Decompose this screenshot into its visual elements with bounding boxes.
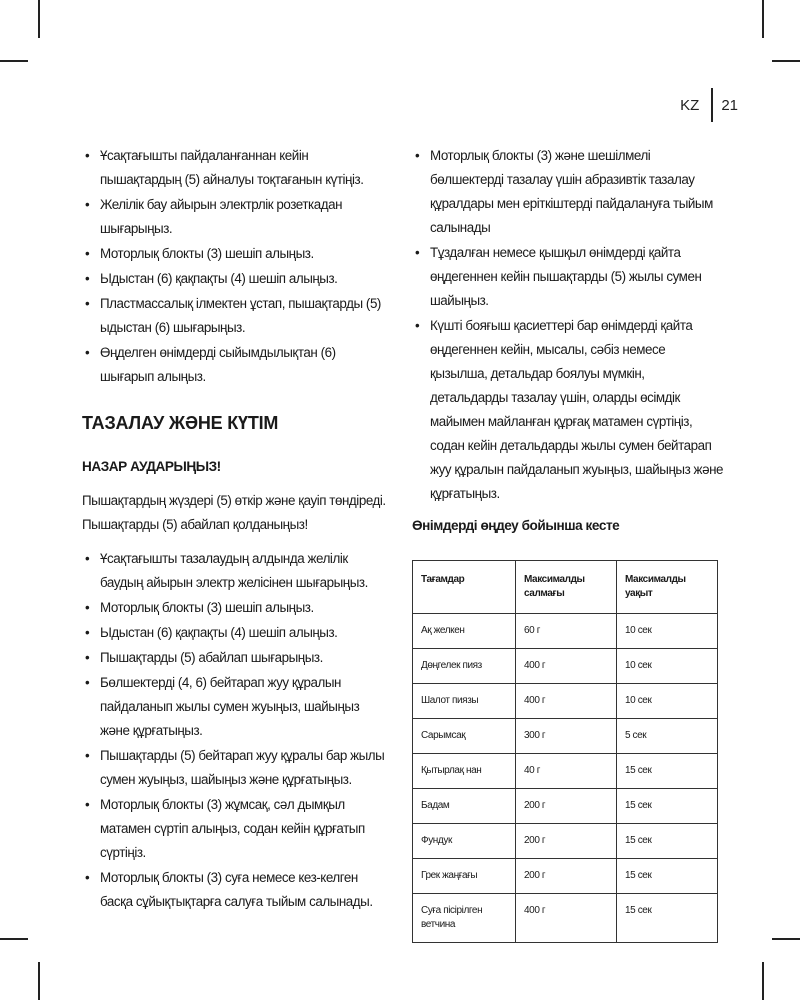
warning-title: НАЗАР АУДАРЫҢЫЗ! (82, 459, 221, 474)
cleaning-steps (82, 547, 390, 914)
crop-mark (38, 962, 40, 1000)
table-cell: 15 сек (617, 789, 718, 824)
table-cell: Қытырлақ нан (413, 754, 516, 789)
table-row (413, 719, 718, 754)
table-cell: Ақ желкен (413, 614, 516, 649)
table-cell: Сарымсақ (413, 719, 516, 754)
list-item: • Өңделген өнімдерді сыйымдылықтан (6) шығарып алыңыз. (82, 341, 390, 389)
left-column (82, 144, 390, 915)
table-row (413, 614, 718, 649)
crop-mark (0, 938, 28, 940)
list-item: • Бөлшектерді (4, 6) бейтарап жуу құралын пайдаланып жылы сумен жуыңыз, шайыңыз және құрғатыңыз. (82, 671, 390, 743)
table-cell: 10 сек (617, 614, 718, 649)
table-cell: 300 г (516, 719, 617, 754)
table-row (413, 754, 718, 789)
list-item: • Пышақтарды (5) абайлап шығарыңыз. (82, 646, 390, 670)
list-item: • Моторлық блокты (3) жұмсақ, сәл дымқыл матамен сүртіп алыңыз, содан кейін құрғатып сүртіңіз. (82, 793, 390, 865)
table-row (413, 824, 718, 859)
crop-mark (762, 0, 764, 38)
table-cell: Шалот пиязы (413, 684, 516, 719)
table-row (413, 649, 718, 684)
table-cell: Суға пісірілген ветчина (413, 894, 516, 943)
crop-mark (772, 60, 800, 62)
table-cell: 400 г (516, 684, 617, 719)
table-header-cell: Максималды салмағы (516, 561, 617, 614)
list-item: • Пышақтарды (5) бейтарап жуу құралы бар жылы сумен жуыңыз, шайыңыз және құрғатыңыз. (82, 744, 390, 792)
list-item: • Желілік бау айырын электрлік розеткадан шығарыңыз. (82, 193, 390, 241)
crop-mark (0, 60, 28, 62)
page-number: 21 (721, 96, 738, 114)
table-cell: 15 сек (617, 824, 718, 859)
list-item: • Моторлық блокты (3) шешіп алыңыз. (82, 596, 390, 620)
table-header-row (413, 561, 718, 614)
warning-text: Пышақтардың жүздері (5) өткір және қауіп төндіреді. Пышақтарды (5) абайлап қолданыңыз! (82, 493, 386, 532)
table-cell: 15 сек (617, 859, 718, 894)
list-item: • Ыдыстан (6) қақпақты (4) шешіп алыңыз. (82, 267, 390, 291)
table-cell: 5 сек (617, 719, 718, 754)
table-cell: Бадам (413, 789, 516, 824)
table-cell: 400 г (516, 894, 617, 943)
table-cell: 10 сек (617, 649, 718, 684)
table-row (413, 894, 718, 943)
table-header-cell: Максималды уақыт (617, 561, 718, 614)
cleaning-notes (412, 144, 724, 506)
table-cell: Фундук (413, 824, 516, 859)
table-cell: Грек жаңғағы (413, 859, 516, 894)
table-cell: 40 г (516, 754, 617, 789)
crop-mark (762, 962, 764, 1000)
table-row (413, 789, 718, 824)
table-cell: 400 г (516, 649, 617, 684)
list-item: • Моторлық блокты (3) шешіп алыңыз. (82, 242, 390, 266)
table-title: Өнімдерді өңдеу бойынша кесте (412, 518, 620, 533)
table-header-cell: Тағамдар (413, 561, 516, 614)
table-cell: 200 г (516, 789, 617, 824)
processing-table (412, 560, 718, 943)
table-row (413, 859, 718, 894)
list-item: • Ұсақтағышты пайдаланғаннан кейін пышақтардың (5) айналуы тоқтағанын күтіңіз. (82, 144, 390, 192)
list-item: • Моторлық блокты (3) суға немесе кез-келген басқа сұйықтықтарға салуға тыйым салынады. (82, 866, 390, 914)
table-cell: 15 сек (617, 894, 718, 943)
table-cell: Дөңгелек пияз (413, 649, 516, 684)
table-cell: 200 г (516, 824, 617, 859)
crop-mark (38, 0, 40, 38)
language-code: KZ (680, 96, 700, 114)
list-item: • Күшті бояғыш қасиеттері бар өнімдерді қайта өңдегеннен кейін, мысалы, сәбіз немесе қызылша, детальдар боялуы мүмкін, детальдарды тазалау үшін, оларды өсімдік майымен майланған құрғақ матамен сүртіңіз, содан кейін детальдарды жылы сумен бейтарап жуу құралын пайдаланып жуыңыз, шайыңыз және құрғатыңыз. (412, 314, 724, 506)
table-cell: 200 г (516, 859, 617, 894)
list-item: • Ұсақтағышты тазалаудың алдында желілік баудың айырын электр желісінен шығарыңыз. (82, 547, 390, 595)
table-cell: 60 г (516, 614, 617, 649)
table-cell: 15 сек (617, 754, 718, 789)
list-item: • Тұздалған немесе қышқыл өнімдерді қайта өңдегеннен кейін пышақтарды (5) жылы сумен шайыңыз. (412, 241, 724, 313)
table-row (413, 684, 718, 719)
page-header (680, 88, 738, 122)
section-title: ТАЗАЛАУ ЖӘНЕ КҮТІМ (82, 413, 279, 433)
list-item: • Моторлық блокты (3) және шешілмелі бөлшектерді тазалау үшін абразивтік тазалау құралдары мен еріткіштерді пайдалануға тыйым салынады (412, 144, 724, 240)
crop-mark (772, 938, 800, 940)
table-cell: 10 сек (617, 684, 718, 719)
list-item: • Ыдыстан (6) қақпақты (4) шешіп алыңыз. (82, 621, 390, 645)
list-item: • Пластмассалық ілмектен ұстап, пышақтарды (5) ыдыстан (6) шығарыңыз. (82, 292, 390, 340)
after-use-steps (82, 144, 390, 389)
header-divider (711, 88, 713, 122)
right-column (412, 144, 724, 943)
